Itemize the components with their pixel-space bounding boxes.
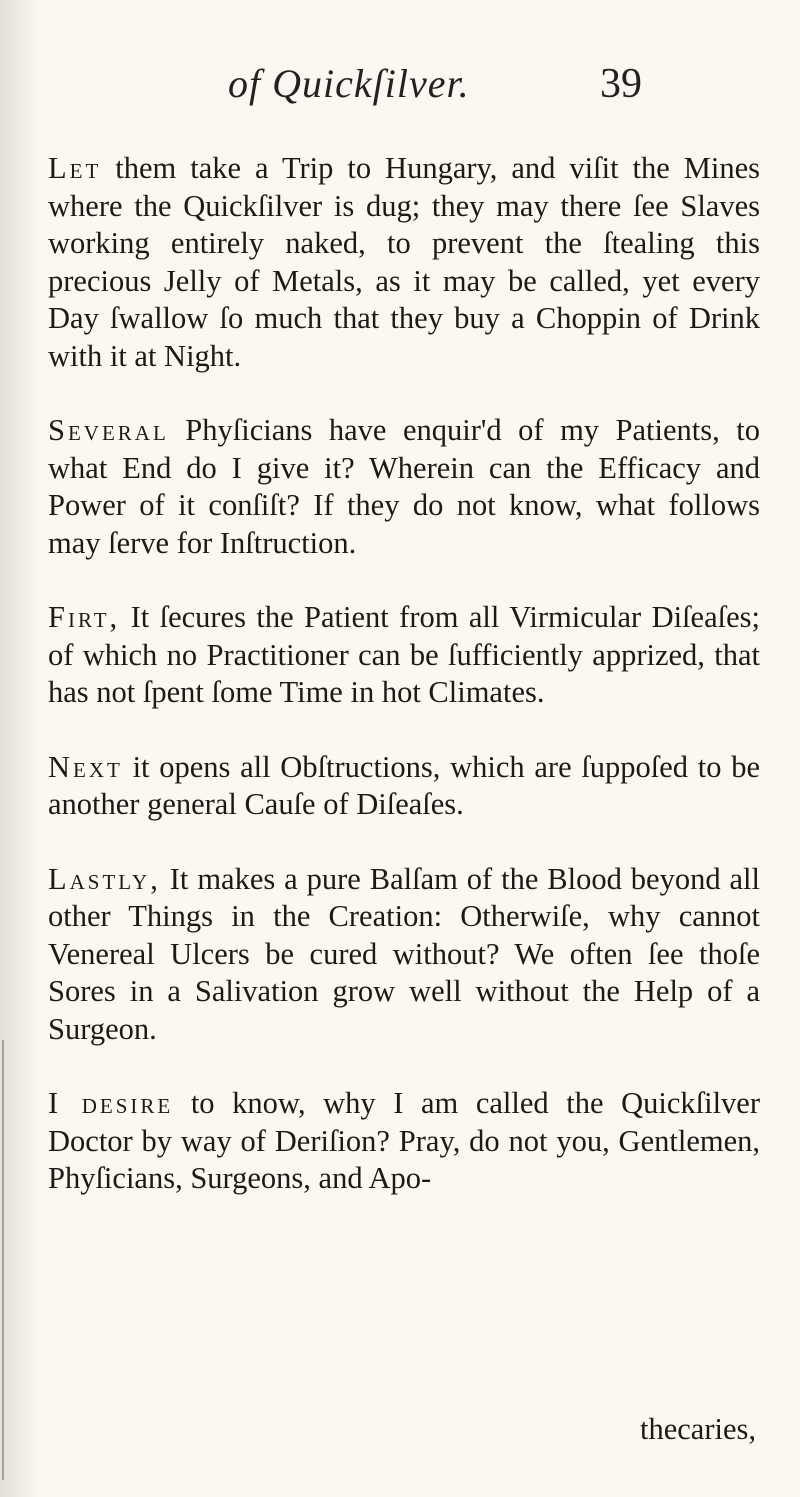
paragraph-lead: I desire xyxy=(48,1086,174,1120)
paragraph xyxy=(48,861,760,1049)
paragraph-lead: Firt, xyxy=(48,600,121,634)
paragraph-text: it opens all Obſtructions, which are ſuppoſed to be another general Cauſe of Diſeaſes. xyxy=(48,749,760,821)
paragraph xyxy=(48,599,760,712)
page-number: 39 xyxy=(600,61,642,107)
running-title: of Quickſilver. xyxy=(228,61,470,106)
paragraph xyxy=(48,1085,760,1198)
page-header xyxy=(0,60,800,120)
paragraph-text: It makes a pure Balſam of the Blood beyond all other Things in the Creation: Otherwiſe, why cannot Venereal Ulcers be cured without? We often ſee thoſe Sores in a Salivation grow well without the Help of a Surgeon. xyxy=(48,861,760,1046)
paragraph-lead: Several xyxy=(48,413,169,447)
paragraph xyxy=(48,749,760,824)
binding-shadow xyxy=(2,1040,4,1480)
catchword: thecaries, xyxy=(640,1412,756,1446)
paragraph-text: them take a Trip to Hungary, and viſit the Mines where the Quickſilver is dug; they may there ſee Slaves working entirely naked, to prevent the ſtealing this precious Jelly of Metals, as it may be called, yet every Day ſwallow ſo much that they buy a Choppin of Drink with it at Night. xyxy=(48,151,760,373)
paragraph-text: It ſecures the Patient from all Virmicular Diſeaſes; of which no Practitioner can be ſufficiently apprized, that has not ſpent ſome Time in hot Climates. xyxy=(48,600,760,709)
paragraph xyxy=(48,412,760,562)
body-text xyxy=(48,150,760,1198)
paragraph xyxy=(48,150,760,375)
paragraph-lead: Lastly, xyxy=(48,861,161,896)
paragraph-lead: Next xyxy=(48,749,123,784)
paragraph-text: to know, why I am called the Quickſilver Doctor by way of Deriſion? Pray, do not you, Gentlemen, Phyſicians, Surgeons, and Apo- xyxy=(48,1086,760,1195)
paragraph-text: Phyſicians have enquir'd of my Patients, to what End do I give it? Wherein can the Efficacy and Power of it conſiſt? If they do not know, what follows may ſerve for Inſtruction. xyxy=(48,413,760,560)
paragraph-lead: Let xyxy=(48,151,102,185)
